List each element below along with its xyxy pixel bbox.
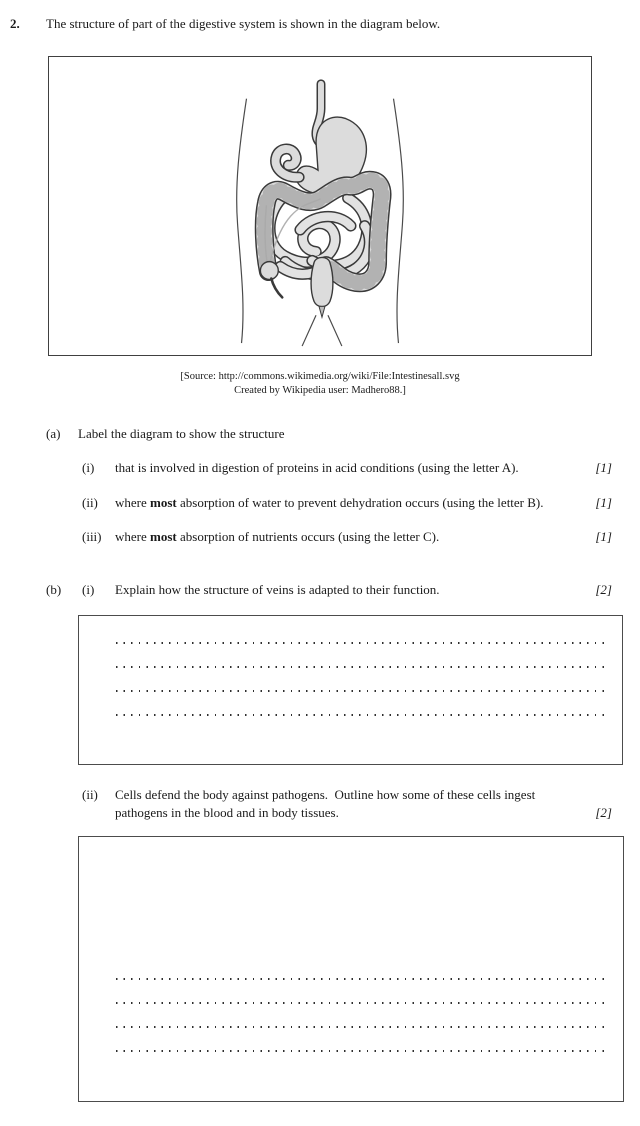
- source-citation-line2: Created by Wikipedia user: Madhero88.]: [234, 385, 406, 396]
- part-b-item-i-label: (i): [82, 582, 95, 597]
- answer-dotted-line: [116, 666, 608, 668]
- item-text: absorption of water to prevent dehydration occurs (using the letter B).: [176, 495, 544, 510]
- mark-b-i: [2]: [595, 582, 612, 597]
- answer-dotted-line: [116, 642, 608, 644]
- part-a-item-i-text: [115, 459, 597, 476]
- part-a-stem: Label the diagram to show the structure: [78, 426, 285, 441]
- answer-dotted-line: [116, 1026, 608, 1028]
- part-a-item-ii-label: (ii): [82, 495, 98, 510]
- item-text-bold: most: [150, 529, 177, 544]
- answer-box-b-ii[interactable]: [78, 836, 624, 1102]
- item-text-bold: most: [150, 495, 177, 510]
- diagram-box: [48, 56, 592, 356]
- part-b-item-ii-label: (ii): [82, 787, 98, 802]
- answer-dotted-line: [116, 1050, 608, 1052]
- part-b-item-i-text: Explain how the structure of veins is adapted to their function.: [115, 582, 440, 597]
- answer-dotted-line: [116, 690, 608, 692]
- part-a-item-i-label: (i): [82, 460, 95, 475]
- item-text: where: [115, 495, 151, 510]
- answer-dotted-line: [116, 978, 608, 980]
- part-b-item-ii-line1: Cells defend the body against pathogens. Outline how some of these cells ingest: [115, 787, 536, 802]
- answer-dotted-line: [116, 1002, 608, 1004]
- question-number: 2.: [10, 16, 20, 31]
- source-citation-line1: [Source: http://commons.wikimedia.org/wiki/File:Intestinesall.svg: [180, 371, 460, 382]
- mark-b-ii: [2]: [595, 805, 612, 820]
- answer-dotted-line: [116, 714, 608, 716]
- duodenum: [276, 149, 300, 177]
- part-a-item-ii-text: [115, 494, 597, 511]
- part-a-item-iii-text: [115, 528, 597, 545]
- item-text: where: [115, 529, 151, 544]
- part-b-item-ii-line2: pathogens in the blood and in body tissues.: [115, 805, 339, 820]
- digestive-system-diagram: [49, 57, 591, 355]
- mark-a-i: [1]: [595, 460, 612, 475]
- mark-a-ii: [1]: [595, 495, 612, 510]
- item-text: that is involved in digestion of proteins in acid conditions (using the letter A).: [115, 460, 519, 475]
- answer-box-b-i[interactable]: [78, 615, 623, 765]
- item-text: absorption of nutrients occurs (using the letter C).: [176, 529, 440, 544]
- part-b-label: (b): [46, 582, 62, 597]
- part-a-label: (a): [46, 426, 61, 441]
- part-a-item-iii-label: (iii): [82, 529, 102, 544]
- mark-a-iii: [1]: [595, 529, 612, 544]
- question-intro: The structure of part of the digestive system is shown in the diagram below.: [46, 16, 441, 31]
